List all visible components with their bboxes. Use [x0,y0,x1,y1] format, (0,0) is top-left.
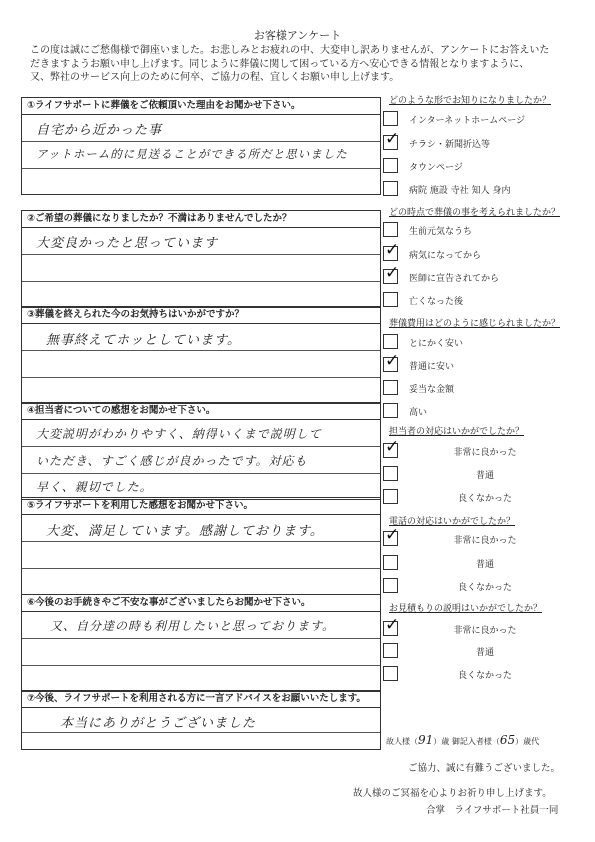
checkbox[interactable] [383,525,400,546]
deceased-age-label: 故人様（ [386,737,418,746]
option-label: 非常に良かった [453,448,517,458]
check-mark-icon: ✓ [385,615,400,635]
writer-age-value[interactable]: 65 [499,733,516,747]
question-label: ③葬儀を終えられた今のお気持ちはいかがですか？ [22,307,380,324]
answer-line [22,569,380,594]
checkbox[interactable] [383,351,400,372]
handwritten-answer: 又、自分達の時も利用したいと思っております。 [50,619,336,633]
option-label: 非常に良かった [453,626,517,636]
option-label: タウンページ [409,163,463,173]
checkbox[interactable] [383,334,398,349]
checkbox[interactable] [383,578,398,593]
survey-heading: 電話の対応はいかがでしたか？ [389,517,516,527]
option-label: 良くなかった [457,583,512,593]
survey-heading: お見積もりの説明はいかがでしたか？ [389,604,543,614]
option-label: 普通 [475,648,494,658]
checkbox[interactable] [383,437,400,458]
checkbox[interactable] [383,222,398,237]
question-label: ⑦今後、ライフサポートを利用される方に一言アドバイスをお願いいたします。 [22,691,380,708]
answer-line [22,351,380,378]
answer-line [22,447,380,474]
checkbox[interactable] [383,466,398,481]
option-label: 病気になってから [409,251,482,261]
intro-line: 又、弊社のサービス向上のために何卒、ご協力の程、宜しくお願い申し上げます。 [30,72,400,83]
checkbox[interactable] [383,615,400,636]
check-mark-icon: ✓ [385,263,400,283]
answer-line [22,255,380,282]
signature-text: 合掌 ライフサポート社員一同 [426,805,559,816]
checkbox[interactable] [383,403,398,418]
question-box-3 [21,306,381,404]
thanks-text: ご協力、誠に有難うございました。 [408,763,561,774]
checkbox[interactable] [383,263,400,284]
answer-line [22,282,380,307]
intro-text [30,44,575,85]
survey-heading: どの時点で葬儀の事を考えられましたか？ [389,208,561,218]
question-box-7 [21,690,381,750]
answer-line [22,142,380,169]
question-box-2 [21,210,381,308]
option-label: チラシ・新聞折込等 [409,140,491,150]
intro-line: だきますようお願い申し上げます。同じように葬儀に関して困っている方へ安心できる情報となりますように、 [30,58,530,70]
answer-line [22,228,380,255]
checkbox[interactable] [383,181,398,196]
check-mark-icon: ✓ [385,240,400,260]
option-label: 病院 施設 寺社 知人 身内 [409,186,511,196]
check-mark-icon: ✓ [385,525,400,545]
checkbox[interactable] [383,380,398,395]
intro-line: この度は誠にご愁傷様で御座いました。お悲しみとお疲れの中、大変申し訳ありませんが、アンケートにお答えいた [30,45,550,56]
checkbox[interactable] [383,158,398,173]
question-label: ④担当者についての感想をお聞かせ下さい。 [22,403,380,420]
checkbox[interactable] [383,643,398,658]
question-box-1 [21,97,381,195]
option-label: 高い [409,408,428,418]
handwritten-answer: いただき、すごく感じが良かったです。対応も [36,454,308,468]
check-mark-icon: ✓ [385,129,400,149]
handwritten-answer: 無事終えてホッとしています。 [46,333,241,348]
writer-age-suffix: ）歳代 [515,737,540,746]
option-label: 良くなかった [457,494,512,504]
option-label: とにかく安い [409,339,464,349]
answer-line [22,666,380,691]
question-label: ①ライフサポートに葬儀をご依頼頂いた理由をお聞かせ下さい。 [22,98,380,115]
checkbox[interactable] [383,292,398,307]
answer-line [22,420,380,447]
option-label: インターネットホームページ [409,116,526,126]
option-label: 普通 [475,471,494,481]
option-label: 亡くなった後 [409,297,464,307]
checkbox[interactable] [383,666,398,681]
deceased-age-suffix: ）歳 [433,737,450,746]
handwritten-answer: 早く、親切でした。 [36,480,153,494]
question-box-6 [21,594,381,692]
page-title: お客様アンケート [253,29,342,42]
question-box-4 [21,402,381,500]
handwritten-answer: 大変良かったと思っています [36,236,219,251]
answer-line [22,733,380,749]
option-label: 普通 [475,560,494,570]
option-label: 妥当な金額 [409,385,455,395]
answer-line [22,515,380,542]
checkbox[interactable] [383,240,400,261]
question-label: ⑥今後のお手続きやご不安な事がございましたらお聞かせ下さい。 [22,595,380,612]
handwritten-answer: 大変説明がわかりやすく、納得いくまで説明して [36,427,322,441]
question-box-5 [21,497,381,595]
answer-line [22,612,380,639]
answer-line [22,115,380,142]
answer-line [22,542,380,569]
option-label: 非常に良かった [453,536,517,546]
handwritten-answer: 自宅から近かった事 [36,123,163,138]
checkbox[interactable] [383,111,398,126]
answer-line [22,169,380,194]
handwritten-answer: アットホーム的に見送ることができる所だと思いました [36,147,348,161]
handwritten-answer: 大変、満足しています。感謝しております。 [46,524,324,539]
question-label: ⑤ライフサポートを利用した感想をお聞かせ下さい。 [22,498,380,515]
checkbox[interactable] [383,129,400,150]
prayer-text: 故人様のご冥福を心よりお祈り申し上げます。 [353,788,552,799]
deceased-age-value[interactable]: 91 [418,733,434,747]
survey-heading: 担当者の対応はいかがでしたか？ [389,427,525,437]
checkbox[interactable] [383,489,398,504]
checkbox[interactable] [383,555,398,570]
answer-line [22,324,380,351]
answer-line [22,378,380,403]
check-mark-icon: ✓ [385,437,400,457]
survey-heading: 葬儀費用はどのように感じられましたか？ [389,319,561,329]
option-label: 良くなかった [457,671,512,681]
check-mark-icon: ✓ [385,351,400,371]
question-label: ②ご希望の葬儀になりましたか？不満はありませんでしたか？ [22,211,380,228]
option-label: 普通に安い [409,362,455,372]
handwritten-answer: 本当にありがとうございました [60,716,257,731]
answer-line [22,474,380,499]
survey-heading: どのような形でお知りになりましたか？ [389,96,552,106]
answer-line [22,708,380,733]
age-line [386,733,539,747]
option-label: 生前元気なうち [409,227,473,237]
writer-age-label: 御記入者様（ [451,737,500,746]
answer-line [22,639,380,666]
option-label: 医師に宣告されてから [409,274,500,284]
